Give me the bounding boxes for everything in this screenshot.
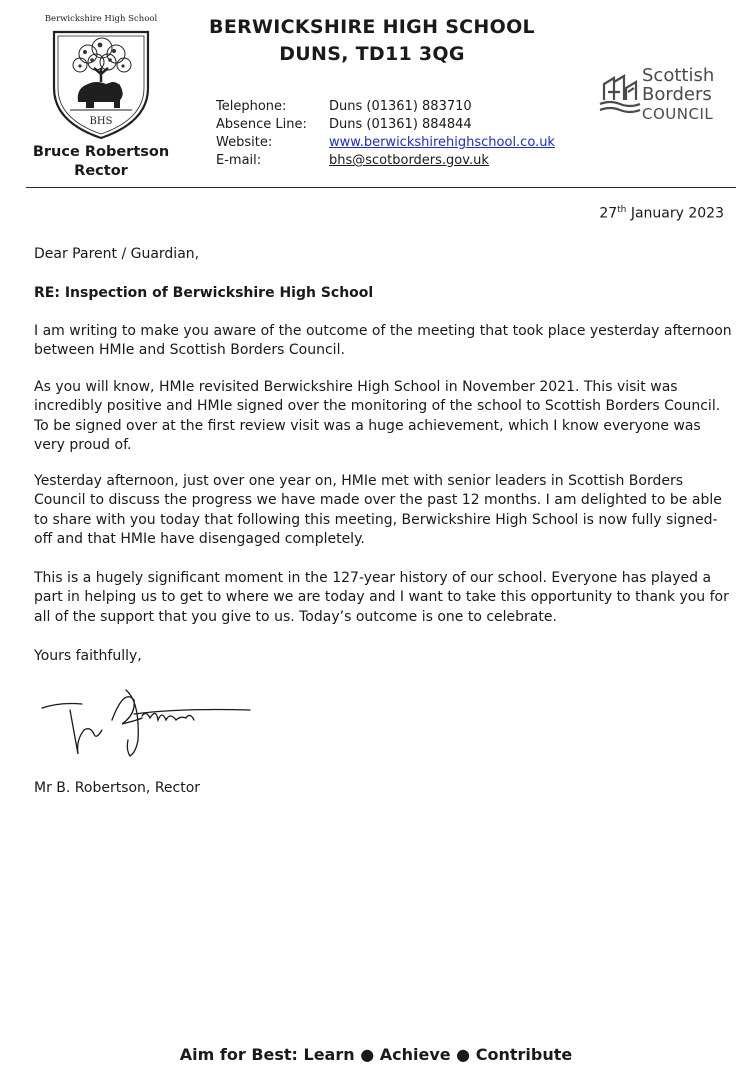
head-title: Rector [74,163,128,179]
letter-date [599,205,724,222]
paragraph-text: I am writing to make you aware of the outcome of the meeting that took place yesterday afternoon between HMIe and Scottish Borders Council. [34,323,732,359]
header-divider [26,187,736,188]
council-emblem-icon [598,70,642,118]
paragraph-1 [34,322,734,361]
paragraph-3 [34,472,734,549]
handwritten-signature [30,680,260,780]
head-name: Bruce Robertson [32,144,170,160]
telephone-value: Duns (01361) 883710 [329,99,472,114]
scottish-borders-council-logo [598,66,726,124]
signatory-name: Mr B. Robertson, Rector [34,780,201,796]
school-address: DUNS, TD11 3QG [279,43,465,65]
council-logo-line3: COUNCIL [642,105,714,123]
salutation: Dear Parent / Guardian, [34,246,200,262]
council-logo-line1: Scottish [642,65,715,86]
letter-subject: RE: Inspection of Berwickshire High School [34,285,374,301]
council-logo-line2: Borders [642,84,712,105]
telephone-label: Telephone: [216,99,287,114]
paragraph-2 [34,378,734,455]
email-value[interactable]: bhs@scotborders.gov.uk [329,153,489,168]
date-day: 27 [599,205,618,222]
closing: Yours faithfully, [34,648,142,664]
school-title: BERWICKSHIRE HIGH SCHOOL [209,16,535,38]
absence-line-value: Duns (01361) 884844 [329,117,472,132]
website-label: Website: [216,135,273,150]
crest-initials: BHS [89,116,113,127]
paragraph-4 [34,569,734,627]
date-suffix: th [617,205,627,215]
date-month-year: January 2023 [626,205,724,222]
crest-school-name: Berwickshire High School [44,14,158,24]
school-crest-logo [40,10,162,142]
paragraph-text: As you will know, HMIe revisited Berwickshire High School in November 2021. This visit was incredibly positive and HMIe signed over the monitoring of the school to Scottish Borders Council. To be signed over at the first review visit was a huge achievement, which I know everyone was very proud of. [34,379,721,453]
absence-line-label: Absence Line: [216,117,307,132]
website-link[interactable]: www.berwickshirehighschool.co.uk [329,135,555,150]
school-motto-footer: Aim for Best: Learn ● Achieve ● Contribute [179,1045,573,1064]
paragraph-text: This is a hugely significant moment in the 127-year history of our school. Everyone has played a part in helping us to get to where we are today and I want to take this opportunity to thank you for all of the support that you give to us. Today’s outcome is one to celebrate. [34,570,729,625]
paragraph-text: Yesterday afternoon, just over one year on, HMIe met with senior leaders in Scottish Borders Council to discuss the progress we have made over the past 12 months. I am delighted to be able to share with you today that following this meeting, Berwickshire High School is now fully signed-off and that HMIe have disengaged completely. [34,473,722,547]
email-label: E-mail: [216,153,262,168]
